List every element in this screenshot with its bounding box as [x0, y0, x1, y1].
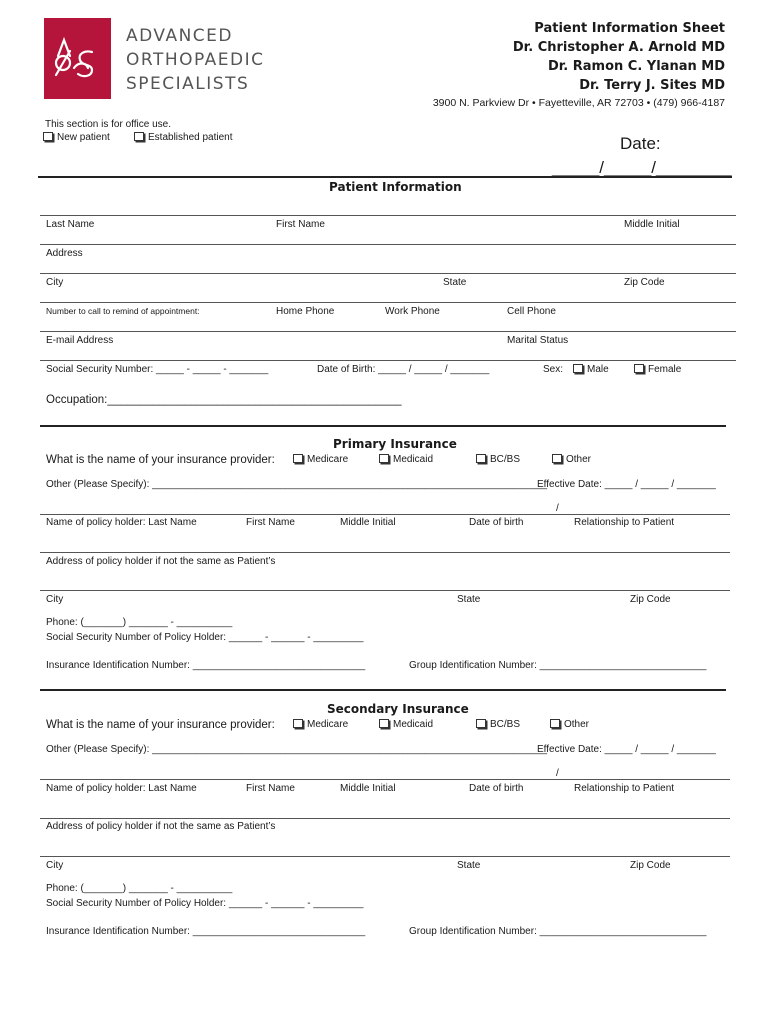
city-field[interactable]: City	[46, 277, 64, 288]
state-field[interactable]: State	[443, 277, 467, 288]
other-label: Other	[566, 454, 592, 465]
brand-line-1: ADVANCED	[126, 26, 234, 46]
primary-medicaid-option[interactable]	[379, 454, 433, 465]
divider	[40, 360, 736, 361]
female-label: Female	[648, 364, 682, 375]
primary-state-field[interactable]: State	[457, 594, 481, 605]
divider	[40, 331, 736, 332]
sex-label: Sex:	[543, 364, 564, 375]
logo	[44, 18, 111, 99]
secondary-zip-field[interactable]: Zip Code	[630, 860, 671, 871]
secondary-holder-first-name-field[interactable]: First Name	[246, 783, 295, 794]
primary-holder-first-name-field[interactable]: First Name	[246, 517, 295, 528]
primary-holder-middle-field[interactable]: Middle Initial	[340, 517, 396, 528]
doctor-1: Dr. Christopher A. Arnold MD	[512, 40, 725, 55]
checkbox-icon[interactable]	[134, 132, 144, 141]
secondary-slash: /	[556, 768, 559, 779]
secondary-provider-question: What is the name of your insurance provider:	[46, 719, 275, 731]
medicare-label: Medicare	[307, 719, 349, 730]
primary-holder-address-field[interactable]: Address of policy holder if not the same as Patient’s	[46, 556, 276, 567]
secondary-holder-last-name-field[interactable]: Name of policy holder: Last Name	[46, 783, 197, 794]
brand-line-3: SPECIALISTS	[126, 74, 250, 94]
primary-other-option[interactable]	[552, 454, 591, 465]
patient-info-title: Patient Information	[329, 180, 462, 194]
primary-provider-question: What is the name of your insurance provider:	[46, 454, 275, 466]
divider	[40, 215, 736, 216]
primary-insurance-id-field[interactable]: Insurance Identification Number: _______________________________	[46, 660, 366, 671]
doctor-3: Dr. Terry J. Sites MD	[579, 78, 725, 93]
secondary-holder-address-field[interactable]: Address of policy holder if not the same as Patient’s	[46, 821, 276, 832]
checkbox-icon[interactable]	[550, 719, 560, 728]
primary-zip-field[interactable]: Zip Code	[630, 594, 671, 605]
secondary-medicare-option[interactable]	[293, 719, 348, 730]
primary-effective-date-field[interactable]: Effective Date: _____ / _____ / _______	[537, 479, 716, 490]
secondary-other-specify-field[interactable]: Other (Please Specify): _______________________________________________________________________	[46, 744, 548, 755]
reminder-phone-field[interactable]: Number to call to remind of appointment:	[46, 306, 200, 316]
male-label: Male	[587, 364, 609, 375]
divider	[40, 552, 730, 553]
divider	[40, 818, 730, 819]
primary-bcbs-option[interactable]	[476, 454, 520, 465]
first-name-field[interactable]: First Name	[276, 219, 325, 230]
new-patient-label: New patient	[57, 132, 110, 143]
ssn-field[interactable]: Social Security Number: _____ - _____ - _______	[46, 364, 269, 375]
primary-holder-dob-field[interactable]: Date of birth	[469, 517, 524, 528]
cell-phone-field[interactable]: Cell Phone	[507, 306, 556, 317]
divider	[40, 856, 730, 857]
checkbox-icon[interactable]	[476, 454, 486, 463]
sex-female-option[interactable]	[634, 364, 681, 375]
secondary-relationship-field[interactable]: Relationship to Patient	[574, 783, 675, 794]
practice-address: 3900 N. Parkview Dr • Fayetteville, AR 72703 • (479) 966-4187	[432, 97, 725, 109]
checkbox-icon[interactable]	[552, 454, 562, 463]
checkbox-icon[interactable]	[476, 719, 486, 728]
zip-field[interactable]: Zip Code	[624, 277, 665, 288]
divider	[40, 689, 726, 691]
home-phone-field[interactable]: Home Phone	[276, 306, 335, 317]
logo-mark-icon	[44, 18, 111, 99]
checkbox-icon[interactable]	[379, 454, 389, 463]
secondary-holder-middle-field[interactable]: Middle Initial	[340, 783, 396, 794]
divider	[40, 244, 736, 245]
checkbox-icon[interactable]	[634, 364, 644, 373]
dob-field[interactable]: Date of Birth: _____ / _____ / _______	[317, 364, 490, 375]
secondary-group-id-field[interactable]: Group Identification Number: ______________________________	[409, 926, 707, 937]
last-name-field[interactable]: Last Name	[46, 219, 95, 230]
marital-status-field[interactable]: Marital Status	[507, 335, 569, 346]
medicaid-label: Medicaid	[393, 454, 434, 465]
occupation-field[interactable]: Occupation:______________________________________________	[46, 394, 402, 406]
primary-group-id-field[interactable]: Group Identification Number: ______________________________	[409, 660, 707, 671]
primary-medicare-option[interactable]	[293, 454, 348, 465]
primary-slash: /	[556, 503, 559, 514]
established-patient-label: Established patient	[148, 132, 233, 143]
secondary-insurance-id-field[interactable]: Insurance Identification Number: _______________________________	[46, 926, 366, 937]
established-patient-option[interactable]	[134, 132, 233, 143]
date-field[interactable]: _____/_____/________	[552, 158, 732, 177]
sex-male-option[interactable]	[573, 364, 609, 375]
secondary-state-field[interactable]: State	[457, 860, 481, 871]
bcbs-label: BC/BS	[490, 719, 521, 730]
medicare-label: Medicare	[307, 454, 349, 465]
divider	[40, 273, 736, 274]
primary-holder-ssn-field[interactable]: Social Security Number of Policy Holder: ______ - ______ - _________	[46, 632, 364, 643]
brand-line-2: ORTHOPAEDIC	[126, 50, 265, 70]
secondary-holder-dob-field[interactable]: Date of birth	[469, 783, 524, 794]
middle-initial-field[interactable]: Middle Initial	[624, 219, 680, 230]
checkbox-icon[interactable]	[293, 454, 303, 463]
divider	[40, 590, 730, 591]
primary-phone-field[interactable]: Phone: (_______) _______ - __________	[46, 617, 233, 628]
work-phone-field[interactable]: Work Phone	[385, 306, 440, 317]
secondary-phone-field[interactable]: Phone: (_______) _______ - __________	[46, 883, 233, 894]
divider	[40, 779, 730, 780]
divider	[38, 176, 732, 178]
divider	[40, 425, 726, 427]
primary-holder-last-name-field[interactable]: Name of policy holder: Last Name	[46, 517, 197, 528]
primary-insurance-title: Primary Insurance	[333, 437, 457, 451]
doctor-2: Dr. Ramon C. Ylanan MD	[547, 59, 725, 74]
address-field[interactable]: Address	[46, 248, 83, 259]
form-title: Patient Information Sheet	[534, 21, 725, 36]
medicaid-label: Medicaid	[393, 719, 434, 730]
secondary-medicaid-option[interactable]	[379, 719, 433, 730]
primary-city-field[interactable]: City	[46, 594, 64, 605]
divider	[40, 514, 730, 515]
secondary-bcbs-option[interactable]	[476, 719, 520, 730]
other-label: Other	[564, 719, 590, 730]
checkbox-icon[interactable]	[293, 719, 303, 728]
bcbs-label: BC/BS	[490, 454, 521, 465]
secondary-effective-date-field[interactable]: Effective Date: _____ / _____ / _______	[537, 744, 716, 755]
date-label: Date:	[620, 134, 661, 153]
office-use-note: This section is for office use.	[45, 119, 171, 130]
primary-relationship-field[interactable]: Relationship to Patient	[574, 517, 675, 528]
secondary-holder-ssn-field[interactable]: Social Security Number of Policy Holder: ______ - ______ - _________	[46, 898, 364, 909]
checkbox-icon[interactable]	[379, 719, 389, 728]
secondary-city-field[interactable]: City	[46, 860, 64, 871]
checkbox-icon[interactable]	[573, 364, 583, 373]
secondary-other-option[interactable]	[550, 719, 589, 730]
divider	[40, 302, 736, 303]
primary-other-specify-field[interactable]: Other (Please Specify): _______________________________________________________________________	[46, 479, 548, 490]
email-field[interactable]: E-mail Address	[46, 335, 114, 346]
secondary-insurance-title: Secondary Insurance	[327, 702, 469, 716]
new-patient-option[interactable]	[43, 132, 110, 143]
checkbox-icon[interactable]	[43, 132, 53, 141]
